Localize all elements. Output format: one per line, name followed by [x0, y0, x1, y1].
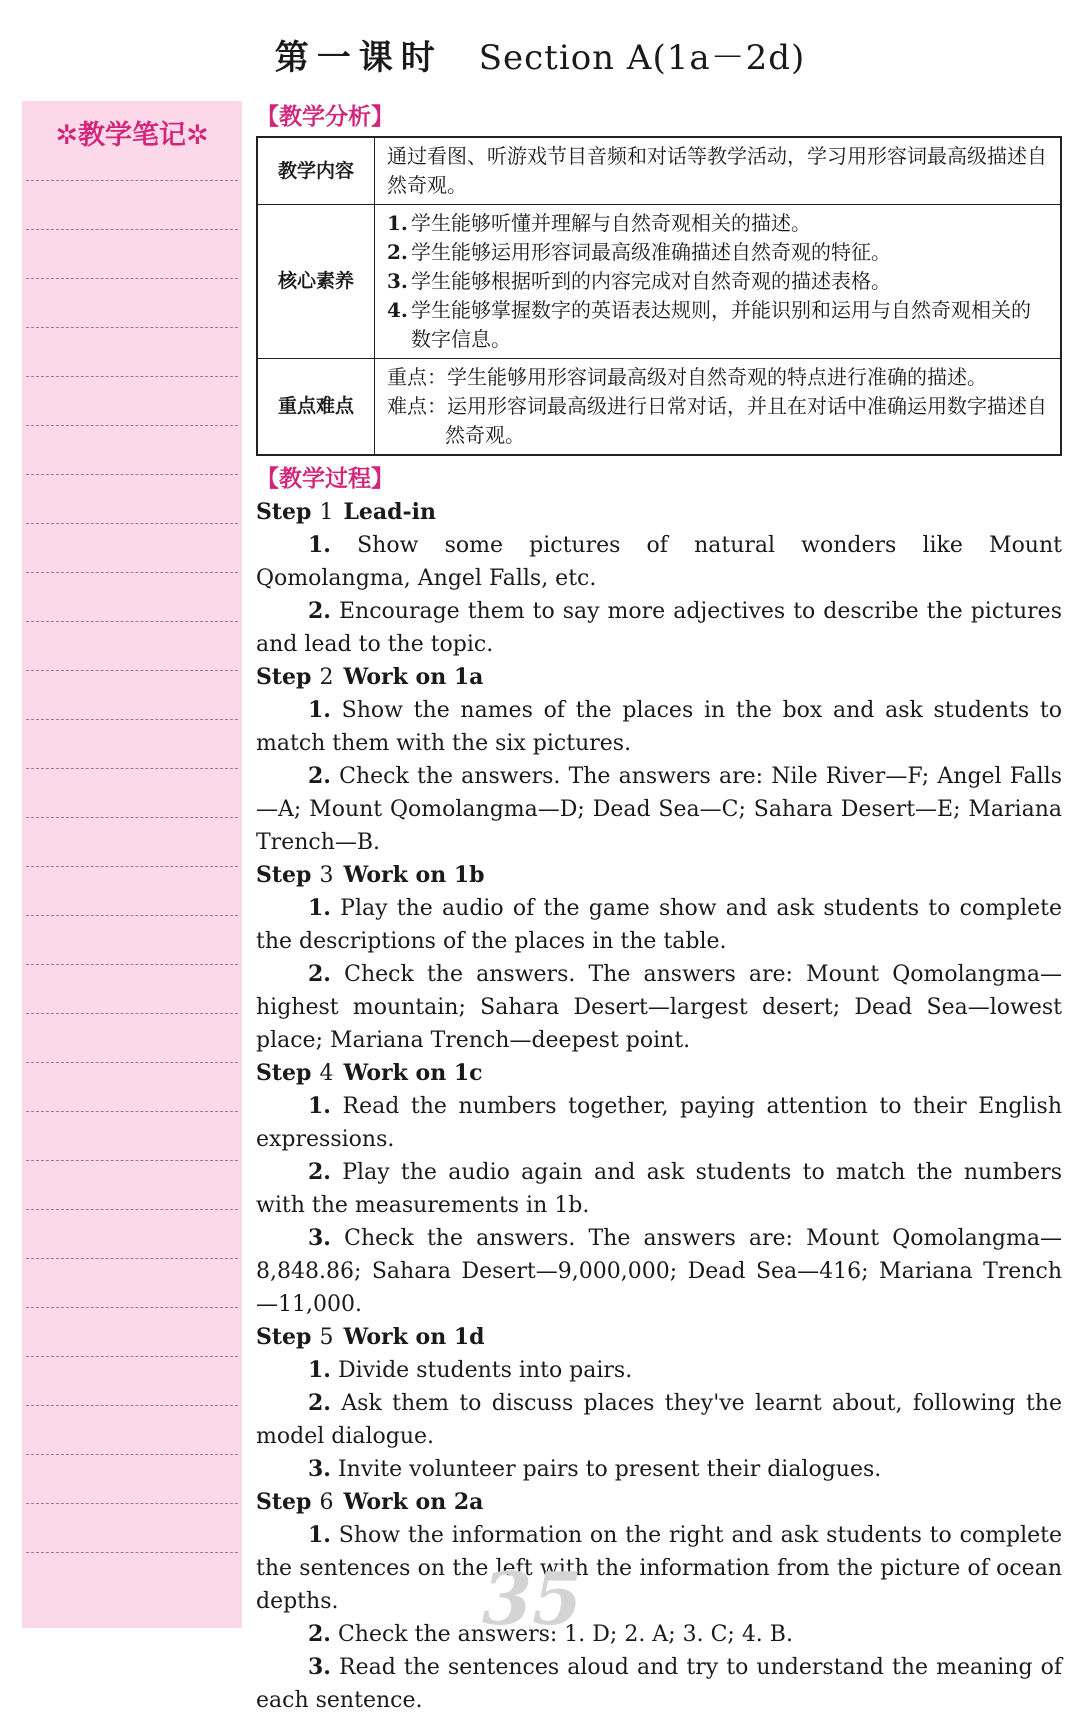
notes-line: [26, 1160, 238, 1161]
notes-line: [26, 1307, 238, 1308]
step-paragraph: 1. Play the audio of the game show and ask students to complete the descriptions of the places in the table.: [256, 895, 1062, 954]
step-paragraph: 1. Show some pictures of natural wonders like Mount Qomolangma, Angel Falls, etc.: [256, 532, 1062, 591]
step-paragraph: 3. Read the sentences aloud and try to understand the meaning of each sentence.: [256, 1654, 1062, 1713]
difficulty-text: 难点：运用形容词最高级进行日常对话，并且在对话中准确运用数字描述自然奇观。: [387, 394, 1047, 447]
step-paragraph: 2. Play the audio again and ask students to match the numbers with the measurements in 1b.: [256, 1159, 1062, 1218]
key-label: 重点难点: [257, 359, 375, 456]
notes-line: [26, 1111, 238, 1112]
step-heading: Step 4 Work on 1c: [256, 1060, 483, 1086]
list-item: 3. 学生能够根据听到的内容完成对自然奇观的描述表格。: [387, 269, 891, 293]
teaching-notes-column: [22, 101, 242, 1628]
step-heading: Step 3 Work on 1b: [256, 862, 485, 888]
focus-text: 重点：学生能够用形容词最高级对自然奇观的特点进行准确的描述。: [387, 365, 987, 389]
lesson-label: 第一课时: [274, 38, 443, 78]
notes-line: [26, 180, 238, 181]
step-paragraph: 2. Check the answers: 1. D; 2. A; 3. C; 4. B.: [308, 1621, 793, 1647]
notes-line: [26, 1552, 238, 1553]
step-paragraph: 2. Encourage them to say more adjectives to describe the pictures and lead to the topic.: [256, 598, 1062, 657]
content-label: 教学内容: [257, 137, 375, 205]
step-paragraph: 2. Check the answers. The answers are: Nile River—F; Angel Falls—A; Mount Qomolangma—D; Dead Sea—C; Sahara Desert—E; Mariana Trench—B.: [256, 763, 1062, 855]
analysis-table: [256, 136, 1062, 456]
literacy-label: 核心素养: [257, 205, 375, 359]
notes-line: [26, 621, 238, 622]
notes-line: [26, 327, 238, 328]
step-paragraph: 1. Read the numbers together, paying attention to their English expressions.: [256, 1093, 1062, 1152]
notes-line: [26, 425, 238, 426]
notes-line: [26, 1454, 238, 1455]
step-paragraph: 1. Divide students into pairs.: [308, 1357, 633, 1383]
notes-line: [26, 1062, 238, 1063]
content-text: 通过看图、听游戏节目音频和对话等教学活动，学习用形容词最高级描述自然奇观。: [375, 137, 1062, 205]
key-points: [375, 359, 1062, 456]
step-paragraph: 3. Invite volunteer pairs to present their dialogues.: [308, 1456, 882, 1482]
analysis-heading: 【教学分析】: [256, 104, 394, 130]
step-heading: Step 1 Lead-in: [256, 499, 437, 525]
notes-line: [26, 866, 238, 867]
notes-line: [26, 1209, 238, 1210]
page-title: [0, 30, 1080, 79]
list-item: 2. 学生能够运用形容词最高级准确描述自然奇观的特征。: [387, 240, 891, 264]
step-paragraph: 1. Show the names of the places in the box and ask students to match them with the six pictures.: [256, 697, 1062, 756]
notes-line: [26, 376, 238, 377]
notes-line: [26, 817, 238, 818]
notes-line: [26, 572, 238, 573]
list-item: 1. 学生能够听懂并理解与自然奇观相关的描述。: [387, 211, 811, 235]
step-paragraph: 3. Check the answers. The answers are: Mount Qomolangma—8,848.86; Sahara Desert—9,000,000; Dead Sea—416; Mariana Trench—11,000.: [256, 1225, 1062, 1317]
notes-line: [26, 719, 238, 720]
notes-line: [26, 1356, 238, 1357]
notes-line: [26, 1013, 238, 1014]
table-row: [257, 137, 1061, 205]
process-heading: 【教学过程】: [256, 466, 394, 492]
main-content: [256, 100, 1062, 1717]
step-paragraph: 2. Ask them to discuss places they've learnt about, following the model dialogue.: [256, 1390, 1062, 1449]
literacy-list: [375, 205, 1062, 359]
step-heading: Step 2 Work on 1a: [256, 664, 484, 690]
step-heading: Step 5 Work on 1d: [256, 1324, 485, 1350]
table-row: [257, 205, 1061, 359]
notes-line: [26, 474, 238, 475]
page-number: 35: [482, 1556, 583, 1641]
notes-line: [26, 1405, 238, 1406]
step-paragraph: 2. Check the answers. The answers are: Mount Qomolangma—highest mountain; Sahara Desert—largest desert; Dead Sea—lowest place; Mariana Trench—deepest point.: [256, 961, 1062, 1053]
step-heading: Step 6 Work on 2a: [256, 1489, 484, 1515]
notes-line: [26, 964, 238, 965]
notes-line: [26, 1258, 238, 1259]
list-item: 4. 学生能够掌握数字的英语表达规则，并能识别和运用与自然奇观相关的数字信息。: [387, 298, 1031, 351]
notes-line: [26, 278, 238, 279]
notes-line: [26, 1503, 238, 1504]
notes-line: [26, 768, 238, 769]
notes-line: [26, 915, 238, 916]
section-label: Section A(1a－2d): [478, 38, 806, 78]
notes-title: ✲教学笔记✲: [55, 120, 209, 151]
notes-line: [26, 523, 238, 524]
notes-line: [26, 229, 238, 230]
step-paragraph: 1. Show the information on the right and ask students to complete the sentences on the left with the information from the picture of ocean depths.: [256, 1522, 1062, 1614]
table-row: [257, 359, 1061, 456]
notes-line: [26, 670, 238, 671]
